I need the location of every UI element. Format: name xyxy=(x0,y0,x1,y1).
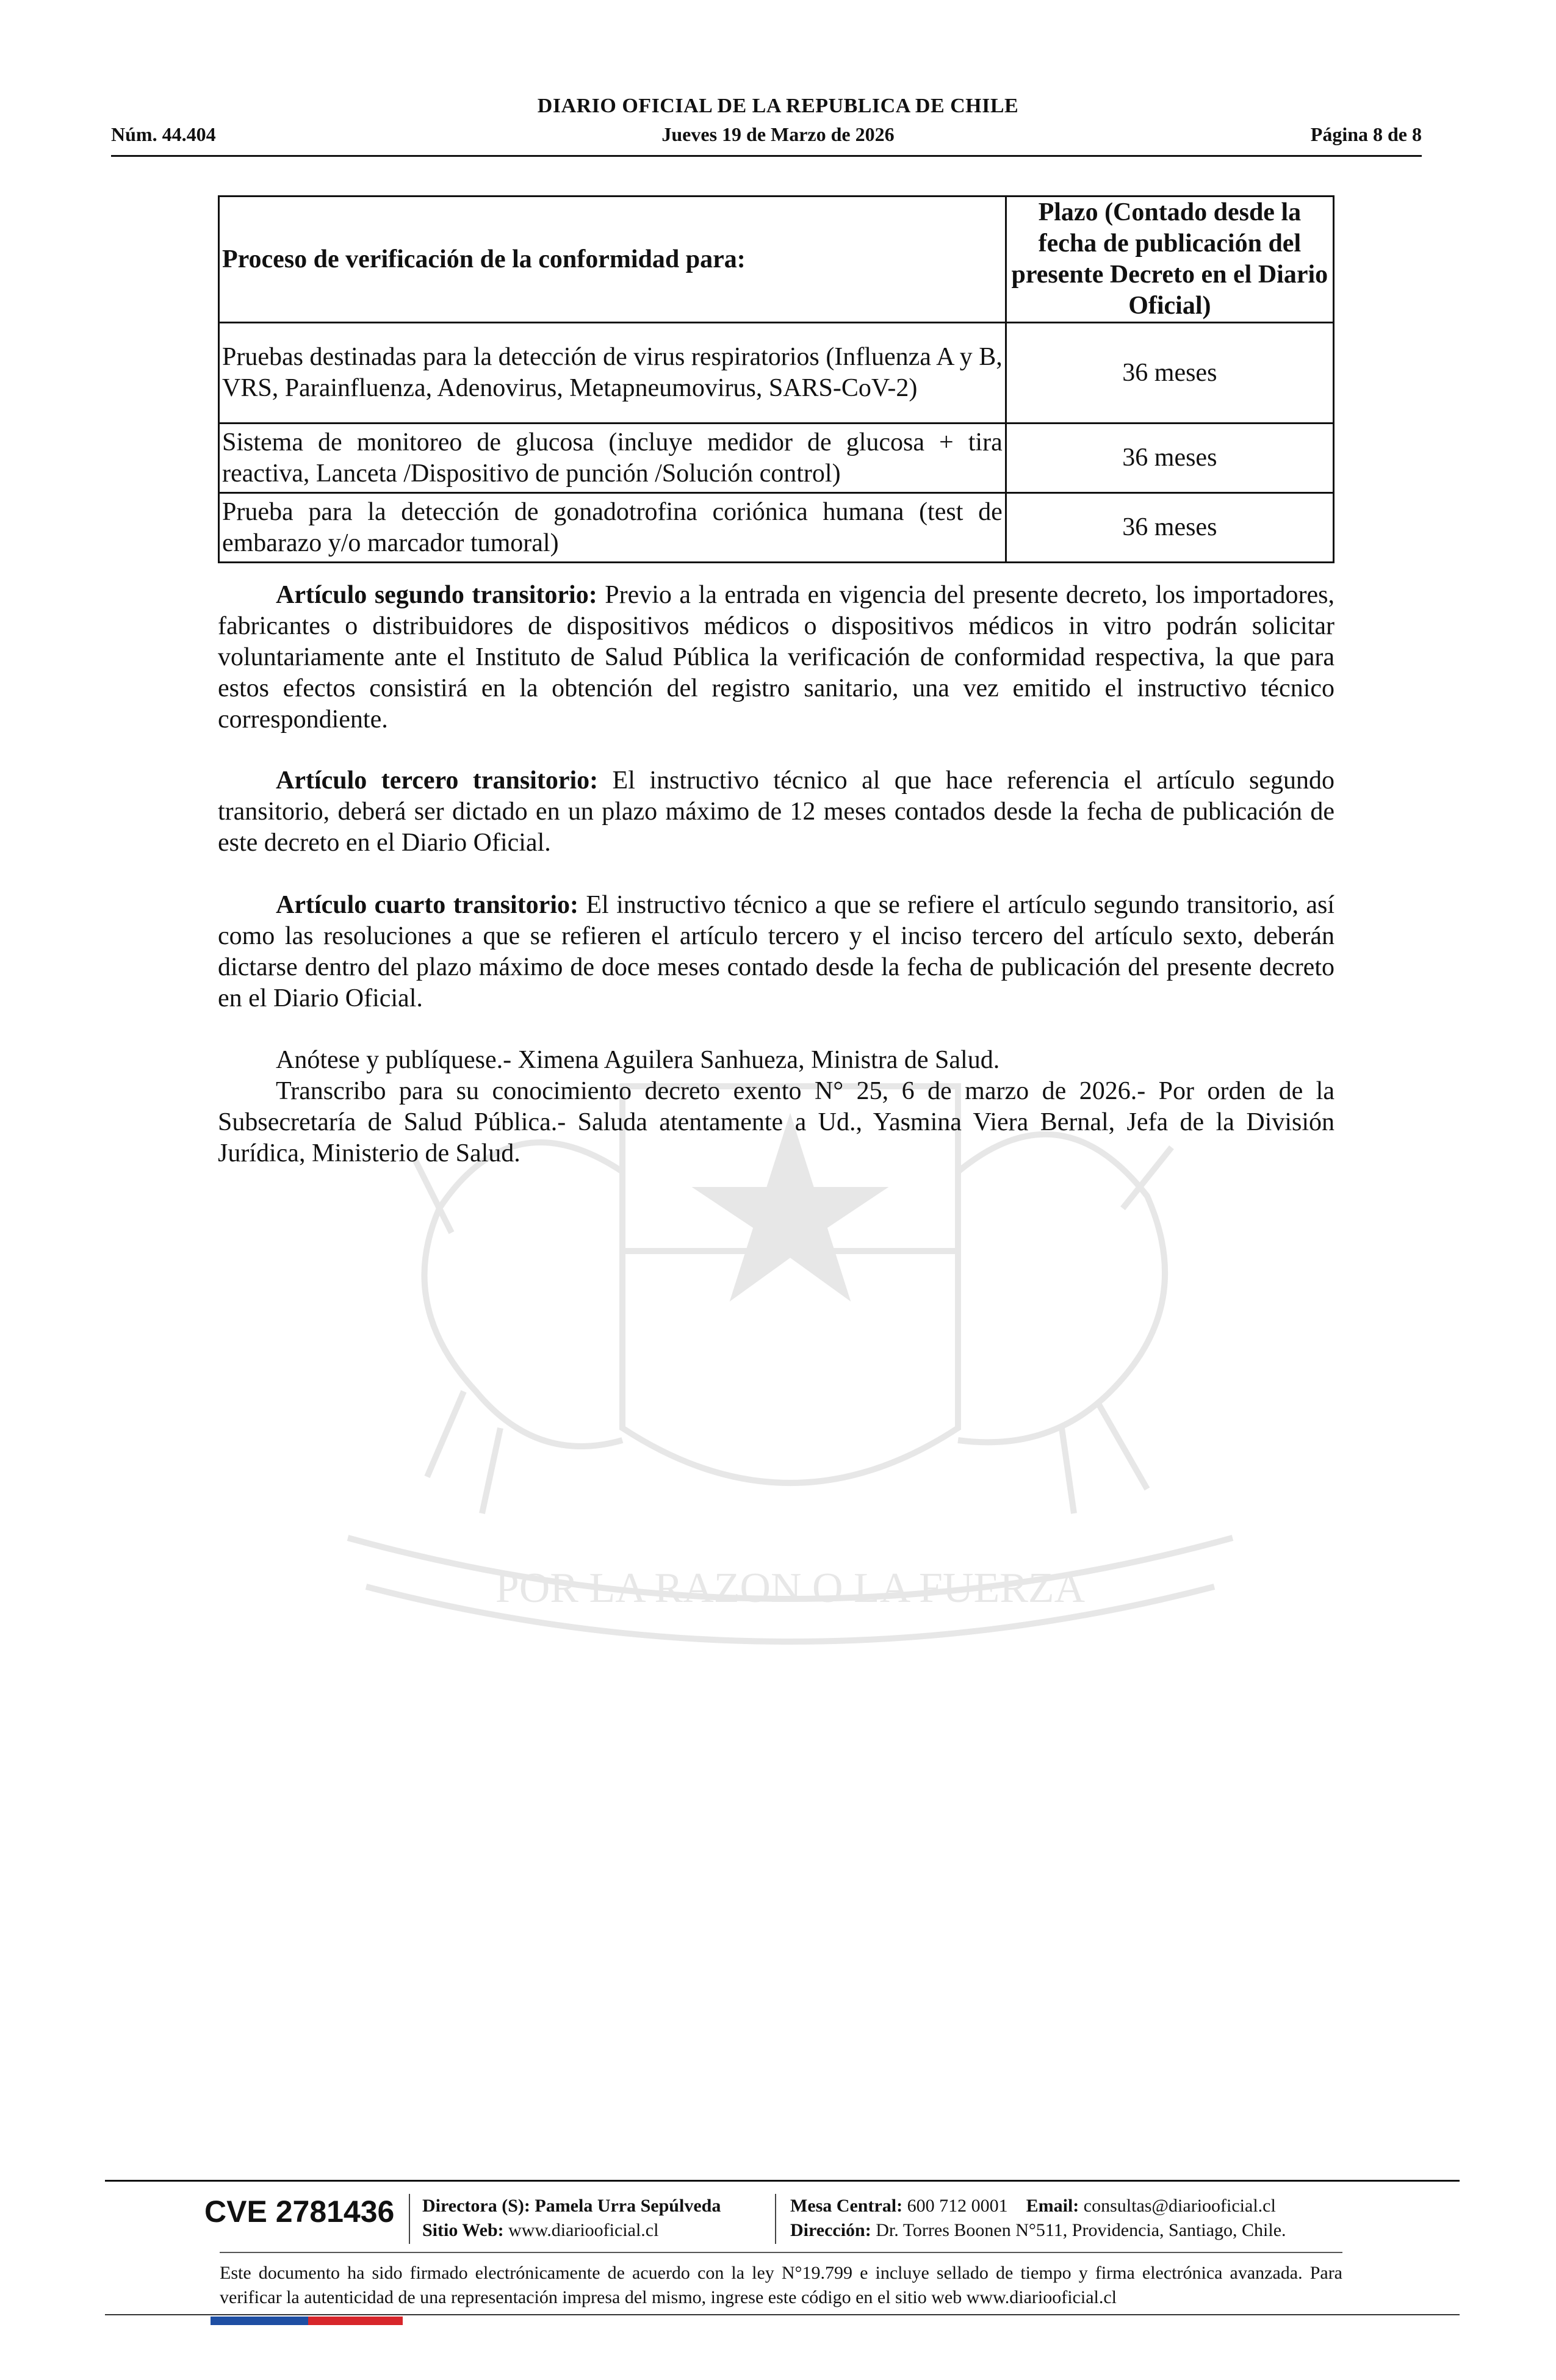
phone-label: Mesa Central: xyxy=(790,2196,903,2216)
table-row xyxy=(219,424,1334,493)
article-text: Previo a la entrada en vigencia del presente decreto, los importadores, fabricantes o distribuidores de dispositivos médicos o dispositivos médicos in vitro podrán solicitar voluntariamente ante el Instituto de Salud Pública la verificación de conformidad respectiva, la que para estos efectos consistirá en la obtención del registro sanitario, una vez emitido el instructivo técnico correspondiente. xyxy=(218,581,1334,734)
legal-notice: Este documento ha sido firmado electrónicamente de acuerdo con la ley N°19.799 e incluye sellado de tiempo y firma electrónica avanzada. Para verificar la autenticidad de una representación impresa del mismo, ingrese este código en el sitio web www.diariooficial.cl xyxy=(220,2263,1342,2307)
footer-rule-bottom xyxy=(105,2314,1460,2315)
table-cell-term: 36 meses xyxy=(1006,493,1333,563)
cve-code: CVE 2781436 xyxy=(204,2194,395,2229)
footer-rule-top xyxy=(105,2180,1460,2182)
watermark-motto: POR LA RAZON O LA FUERZA xyxy=(495,1565,1086,1612)
newspaper-title: DIARIO OFICIAL DE LA REPUBLICA DE CHILE xyxy=(537,95,1019,117)
article-title: Artículo segundo transitorio: xyxy=(276,581,597,609)
footer-rule-mid xyxy=(220,2252,1342,2253)
email-link[interactable]: consultas@diariooficial.cl xyxy=(1079,2196,1276,2216)
website xyxy=(422,2218,721,2243)
article-segundo xyxy=(218,580,1334,735)
article-tercero xyxy=(218,765,1334,859)
table-cell-term: 36 meses xyxy=(1006,424,1333,493)
table-header-process: Proceso de verificación de la conformidad para: xyxy=(219,197,1006,323)
address-label: Dirección: xyxy=(790,2220,871,2240)
footer-divider xyxy=(775,2194,776,2244)
table-header-row xyxy=(219,197,1334,323)
phone-value: 600 712 0001 xyxy=(902,2196,1008,2216)
table-header-term: Plazo (Contado desde la fecha de publicación del presente Decreto en el Diario Oficial) xyxy=(1006,197,1333,323)
article-text: El instructivo técnico a que se refiere el artículo segundo transitorio, así como las resoluciones a que se refieren el artículo tercero y el inciso tercero del artículo sexto, deberán dictarse dentro del plazo máximo de doce meses contado desde la fecha de publicación del presente decreto en el Diario Oficial. xyxy=(218,891,1334,1012)
table-cell-process: Sistema de monitoreo de glucosa (incluye medidor de glucosa + tira reactiva, Lanceta /Dispositivo de punción /Solución control) xyxy=(219,424,1006,493)
closing-signature: Anótese y publíquese.- Ximena Aguilera Sanhueza, Ministra de Salud. xyxy=(276,1046,1000,1074)
footer-divider xyxy=(409,2194,410,2244)
address-line xyxy=(790,2218,1286,2243)
table-cell-term: 36 meses xyxy=(1006,323,1333,424)
issue-date: Jueves 19 de Marzo de 2026 xyxy=(661,123,895,145)
table-cell-process: Pruebas destinadas para la detección de virus respiratorios (Influenza A y B, VRS, Parainfluenza, Adenovirus, Metapneumovirus, SARS-CoV-2) xyxy=(219,323,1006,424)
table-row xyxy=(219,323,1334,424)
website-link[interactable]: www.diariooficial.cl xyxy=(503,2220,659,2240)
table-row xyxy=(219,493,1334,563)
header-rule xyxy=(111,155,1422,157)
table-cell-process: Prueba para la detección de gonadotrofina coriónica humana (test de embarazo y/o marcador tumoral) xyxy=(219,493,1006,563)
footer-column-contact xyxy=(790,2194,1286,2243)
article-text: El instructivo técnico al que hace referencia el artículo segundo transitorio, deberá ser dictado en un plazo máximo de 12 meses contados desde la fecha de publicación de este decreto en el Diario Oficial. xyxy=(218,766,1334,857)
closing-transcription: Transcribo para su conocimiento decreto exento N° 25, 6 de marzo de 2026.- Por orden de la Subsecretaría de Salud Pública.- Saluda atentamente a Ud., Yasmina Viera Bernal, Jefa de la División Jurídica, Ministerio de Salud. xyxy=(218,1077,1334,1167)
issue-number: Núm. 44.404 xyxy=(111,123,216,145)
director-name: Directora (S): Pamela Urra Sepúlveda xyxy=(422,2196,721,2216)
flag-stripe-red xyxy=(308,2317,403,2325)
email-label: Email: xyxy=(1026,2196,1079,2216)
article-title: Artículo tercero transitorio: xyxy=(276,766,599,795)
article-cuarto xyxy=(218,890,1334,1014)
conformity-table xyxy=(218,195,1334,563)
footer-column-director xyxy=(422,2194,721,2243)
address-value: Dr. Torres Boonen N°511, Providencia, Santiago, Chile. xyxy=(871,2220,1286,2240)
article-title: Artículo cuarto transitorio: xyxy=(276,891,578,919)
page-indicator: Página 8 de 8 xyxy=(1310,123,1422,145)
website-label: Sitio Web: xyxy=(422,2220,504,2240)
flag-stripe-blue xyxy=(211,2317,308,2325)
contact-line xyxy=(790,2194,1286,2218)
